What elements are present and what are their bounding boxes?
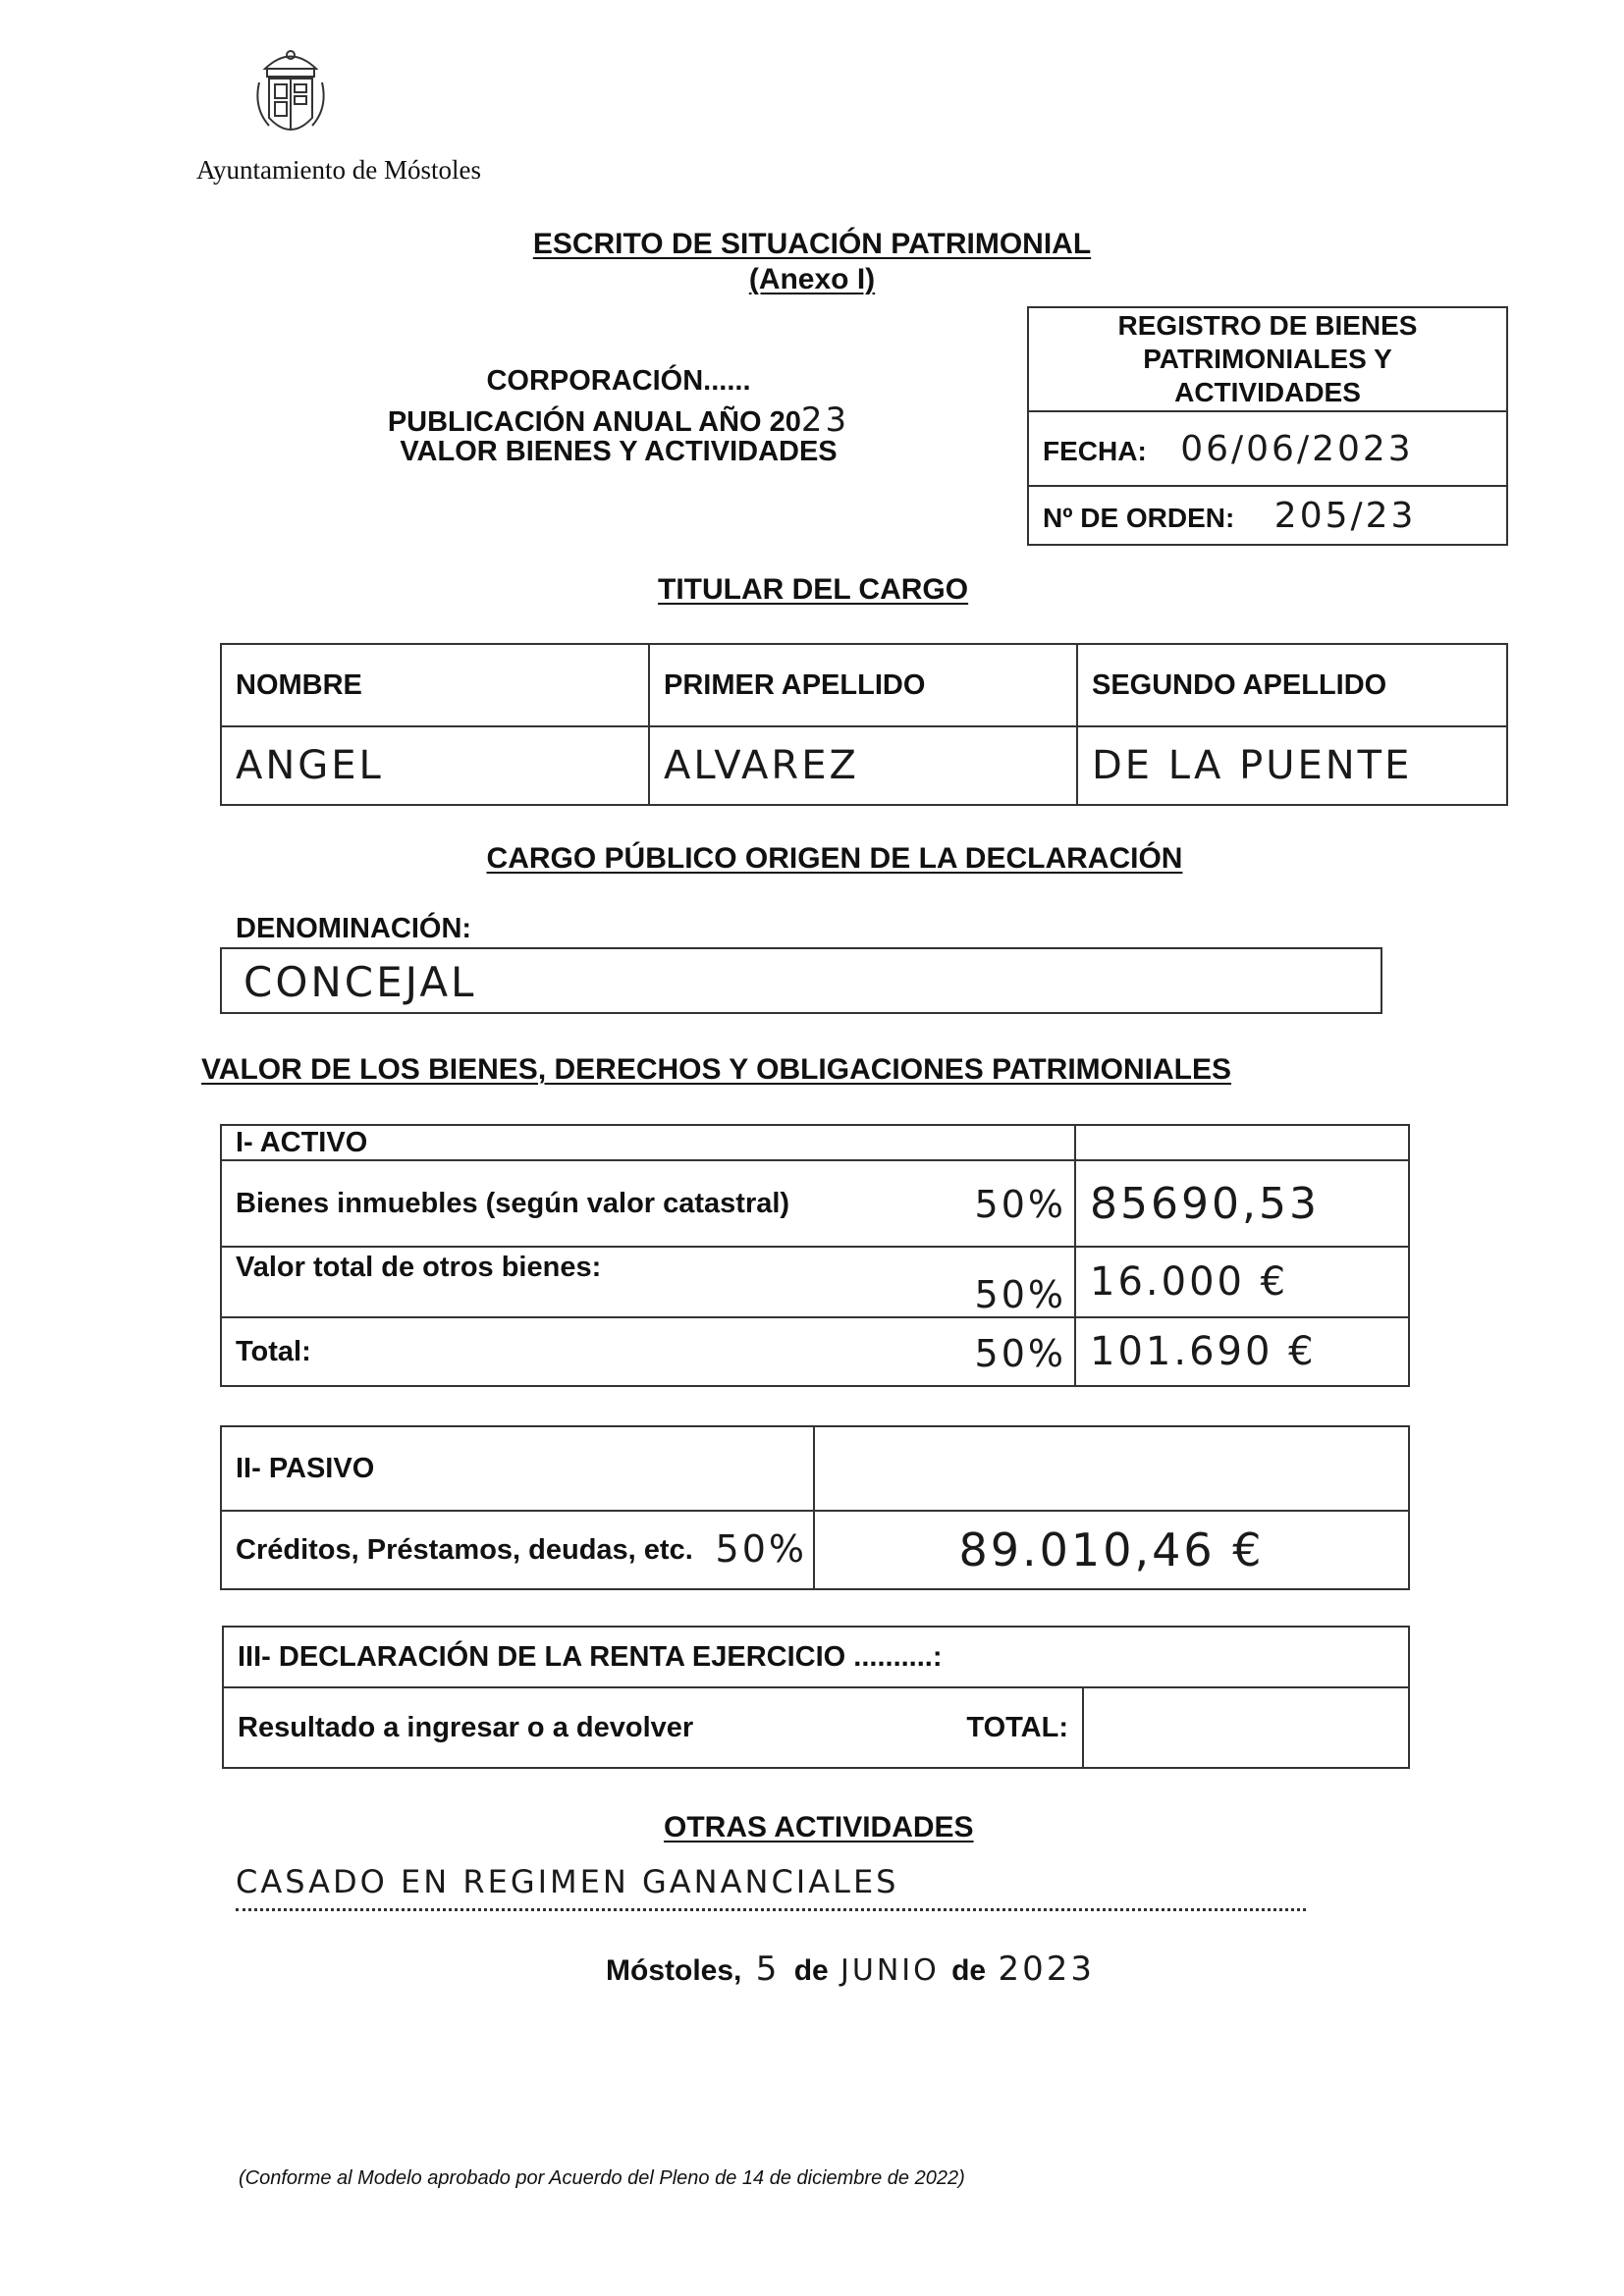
bienes-inmuebles-pct: 50%: [974, 1183, 1066, 1226]
otros-bienes-row: [221, 1247, 1075, 1317]
segundo-apellido-header: SEGUNDO APELLIDO: [1077, 644, 1507, 726]
bienes-inmuebles-label: Bienes inmuebles (según valor catastral): [236, 1187, 790, 1219]
pasivo-title: II- PASIVO: [221, 1426, 814, 1511]
registry-title-2: PATRIMONIALES Y: [1143, 344, 1392, 374]
day-value[interactable]: 5: [755, 1949, 781, 1989]
registry-title-3: ACTIVIDADES: [1174, 377, 1361, 407]
municipality-name: Ayuntamiento de Móstoles: [196, 155, 481, 185]
pasivo-title-blank: [814, 1426, 1409, 1511]
otros-bienes-label: Valor total de otros bienes:: [236, 1252, 602, 1283]
otras-heading: OTRAS ACTIVIDADES: [664, 1811, 974, 1843]
registry-orden-cell[interactable]: [1028, 486, 1507, 545]
cargo-heading: CARGO PÚBLICO ORIGEN DE LA DECLARACIÓN: [486, 842, 1183, 875]
otros-bienes-value[interactable]: 16.000 €: [1075, 1247, 1409, 1317]
month-value[interactable]: JUNIO: [840, 1953, 940, 1988]
otros-bienes-pct: 50%: [974, 1273, 1066, 1316]
pasivo-table: [220, 1425, 1410, 1590]
year-value[interactable]: 2023: [998, 1949, 1095, 1989]
primer-apellido-value[interactable]: ALVAREZ: [649, 726, 1077, 805]
activo-title-blank: [1075, 1125, 1409, 1160]
renta-label: Resultado a ingresar o a devolver: [238, 1711, 694, 1743]
de-label-1: de: [793, 1954, 829, 1987]
fecha-value: 06/06/2023: [1180, 428, 1414, 469]
activo-table: [220, 1124, 1410, 1387]
renta-table: [222, 1626, 1410, 1769]
bienes-inmuebles-value[interactable]: 85690,53: [1075, 1160, 1409, 1247]
otras-line: [236, 1863, 1306, 1911]
valor-heading: VALOR DE LOS BIENES, DERECHOS Y OBLIGACIONES PATRIMONIALES: [201, 1053, 1232, 1086]
city-label: Móstoles,: [606, 1954, 742, 1987]
renta-row: [223, 1687, 1083, 1768]
renta-total-label: TOTAL:: [966, 1712, 1068, 1743]
titular-table: [220, 643, 1508, 806]
denominacion-label: DENOMINACIÓN:: [236, 913, 472, 944]
registry-box: [1027, 306, 1508, 546]
creditos-row: [221, 1511, 814, 1589]
nombre-value[interactable]: ANGEL: [221, 726, 649, 805]
registry-title-1: REGISTRO DE BIENES: [1117, 310, 1418, 341]
orden-label: Nº DE ORDEN:: [1043, 502, 1235, 533]
total-activo-value[interactable]: 101.690 €: [1075, 1317, 1409, 1386]
otras-value[interactable]: CASADO EN REGIMEN GANANCIALES: [236, 1863, 899, 1900]
titular-heading: TITULAR DEL CARGO: [658, 573, 969, 606]
coat-of-arms-icon: [245, 39, 336, 149]
segundo-apellido-value[interactable]: DE LA PUENTE: [1077, 726, 1507, 805]
bienes-inmuebles-row: [221, 1160, 1075, 1247]
publication-year-handwritten: 23: [800, 400, 850, 440]
total-activo-row: [221, 1317, 1075, 1386]
document-title: ESCRITO DE SITUACIÓN PATRIMONIAL: [532, 228, 1092, 260]
corporation-line: CORPORACIÓN......: [486, 365, 751, 397]
de-label-2: de: [951, 1954, 987, 1987]
registry-fecha-cell[interactable]: [1028, 411, 1507, 486]
creditos-label: Créditos, Préstamos, deudas, etc.: [236, 1533, 693, 1566]
document-subtitle: (Anexo I): [748, 263, 876, 295]
creditos-pct: 50%: [715, 1527, 807, 1571]
fecha-label: FECHA:: [1043, 435, 1147, 466]
orden-value: 205/23: [1273, 495, 1417, 536]
denominacion-field[interactable]: CONCEJAL: [220, 947, 1382, 1014]
registry-title: [1028, 307, 1507, 411]
valor-bienes-line: VALOR BIENES Y ACTIVIDADES: [400, 436, 838, 467]
footer-note: (Conforme al Modelo aprobado por Acuerdo del Pleno de 14 de diciembre de 2022): [239, 2167, 965, 2189]
date-line: [606, 1949, 1095, 1989]
activo-title: I- ACTIVO: [221, 1125, 1075, 1160]
total-activo-label: Total:: [236, 1335, 311, 1367]
creditos-value[interactable]: 89.010,46 €: [814, 1511, 1409, 1589]
renta-total-value[interactable]: [1083, 1687, 1409, 1768]
primer-apellido-header: PRIMER APELLIDO: [649, 644, 1077, 726]
renta-title: III- DECLARACIÓN DE LA RENTA EJERCICIO ..........:: [223, 1627, 1409, 1687]
publication-label: PUBLICACIÓN ANUAL AÑO 20: [387, 406, 801, 438]
nombre-header: NOMBRE: [221, 644, 649, 726]
total-activo-pct: 50%: [974, 1332, 1066, 1375]
publication-line: [353, 400, 884, 440]
